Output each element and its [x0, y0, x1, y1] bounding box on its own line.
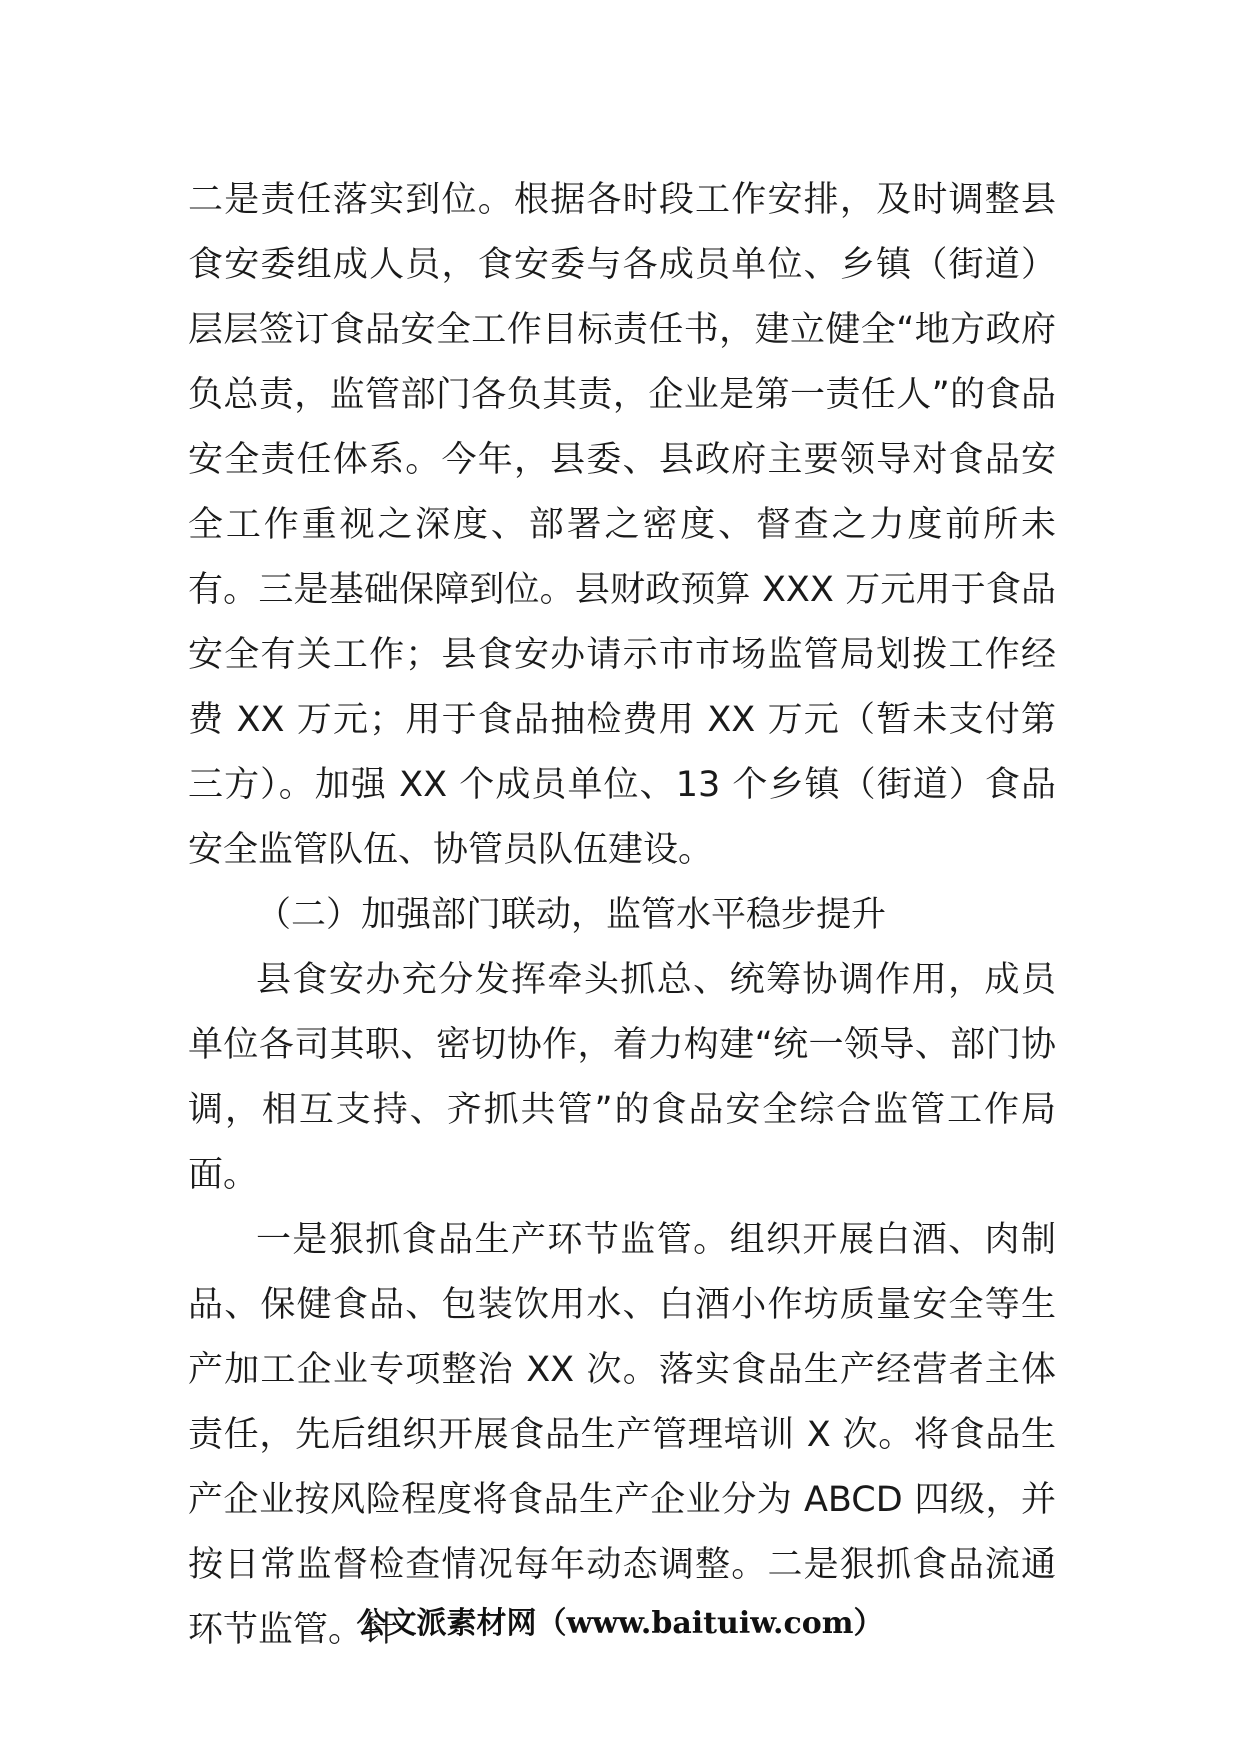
- footer-watermark: 公文派素材网（www.baituiw.com）: [356, 1606, 884, 1641]
- paragraph-coordination: 县食安办充分发挥牵头抓总、统筹协调作用，成员单位各司其职、密切协作，着力构建“统一领导、部门协调，相互支持、齐抓共管”的食品安全综合监管工作局面。: [188, 960, 1056, 1195]
- paragraph-responsibility: 二是责任落实到位。根据各时段工作安排，及时调整县食安委组成人员，食安委与各成员单位、乡镇（街道）层层签订食品安全工作目标责任书，建立健全“地方政府负总责，监管部门各负其责，企业是第一责任人”的食品安全责任体系。今年，县委、县政府主要领导对食品安全工作重视之深度、部署之密度、督查之力度前所未有。三是基础保障到位。县财政预算 XXX 万元用于食品安全有关工作；县食安办请示市市场监管局划拨工作经费 XX 万元；用于食品抽检费用 XX 万元（暂未支付第三方）。加强 XX 个成员单位、13 个乡镇（街道）食品安全监管队伍、协管员队伍建设。: [188, 180, 1056, 870]
- paragraph-production-supervision: 一是狠抓食品生产环节监管。组织开展白酒、肉制品、保健食品、包装饮用水、白酒小作坊质量安全等生产加工企业专项整治 XX 次。落实食品生产经营者主体责任，先后组织开展食品生产管理培训 X 次。将食品生产企业按风险程度将食品生产企业分为 ABCD 四级，并按日常监督检查情况每年动态调整。二是狠抓食品流通环节监管。针: [188, 1220, 1056, 1650]
- section-heading-department-linkage: （二）加强部门联动，监管水平稳步提升: [256, 895, 887, 935]
- document-body: [188, 168, 1056, 1663]
